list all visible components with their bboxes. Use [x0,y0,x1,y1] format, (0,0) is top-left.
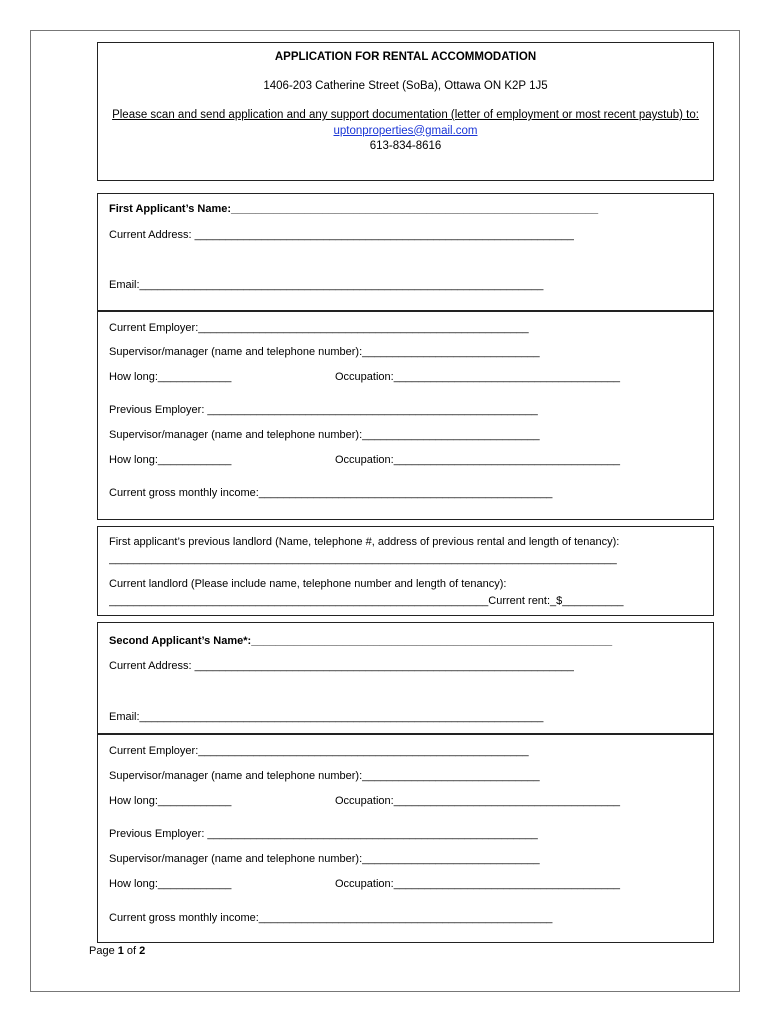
employment1-prev-supervisor-field[interactable]: Supervisor/manager (name and telephone number):_____________________________ [109,429,540,441]
employment1-section [97,311,714,520]
page-total: 2 [139,945,146,957]
previous-landlord-field[interactable]: ___________________________________________________________________________________ [109,553,617,565]
employment1-howlong-row [109,370,703,384]
page-prefix: Page [89,945,118,957]
employment2-supervisor-field[interactable]: Supervisor/manager (name and telephone number):_____________________________ [109,770,540,782]
applicant1-name-field[interactable]: First Applicant’s Name:____________________________________________________________ [109,203,599,215]
applicant1-address-field[interactable]: Current Address: ______________________________________________________________ [109,229,574,241]
applicant1-section [97,193,714,311]
contact-phone: 613-834-8616 [369,140,442,152]
email-link[interactable]: uptonproperties@gmail.com [333,124,478,137]
current-landlord-field[interactable]: ______________________________________________________________Current rent:_$__________ [109,595,624,607]
header-box [97,42,714,181]
current-landlord-label: Current landlord (Please include name, telephone number and length of tenancy): [109,578,507,590]
employment2-prev-occupation-field[interactable]: Occupation:_____________________________________ [335,878,621,890]
employment2-prev-howlong-row [109,877,703,891]
instructions-text: Please scan and send application and any support documentation (letter of employment or most recent paystub) to: [112,109,699,121]
employment2-howlong-field[interactable]: How long:____________ [109,795,232,807]
applicant1-email-field[interactable]: Email:__________________________________________________________________ [109,279,544,291]
employment1-prev-employer-field[interactable]: Previous Employer: ______________________________________________________ [109,404,538,416]
page-number [89,945,145,957]
employment2-howlong-row [109,794,703,808]
property-address: 1406-203 Catherine Street (SoBa), Ottawa ON K2P 1J5 [263,80,548,92]
employment1-employer-field[interactable]: Current Employer:______________________________________________________ [109,322,529,334]
landlord-section [97,526,714,616]
employment1-prev-occupation-field[interactable]: Occupation:_____________________________________ [335,454,621,466]
applicant2-address-field[interactable]: Current Address: ______________________________________________________________ [109,660,574,672]
form-title: APPLICATION FOR RENTAL ACCOMMODATION [274,51,537,63]
employment2-section [97,734,714,943]
employment2-prev-howlong-field[interactable]: How long:____________ [109,878,232,890]
applicant2-section [97,622,714,734]
employment2-prev-employer-field[interactable]: Previous Employer: ______________________________________________________ [109,828,538,840]
employment1-occupation-field[interactable]: Occupation:_____________________________________ [335,371,621,383]
employment1-supervisor-field[interactable]: Supervisor/manager (name and telephone number):_____________________________ [109,346,540,358]
employment1-prev-howlong-field[interactable]: How long:____________ [109,454,232,466]
employment2-prev-supervisor-field[interactable]: Supervisor/manager (name and telephone number):_____________________________ [109,853,540,865]
employment1-howlong-field[interactable]: How long:____________ [109,371,232,383]
employment1-income-field[interactable]: Current gross monthly income:________________________________________________ [109,487,553,499]
applicant2-name-field[interactable]: Second Applicant’s Name*:___________________________________________________________ [109,635,613,647]
page-of: of [123,945,140,957]
employment2-employer-field[interactable]: Current Employer:______________________________________________________ [109,745,529,757]
employment2-occupation-field[interactable]: Occupation:_____________________________________ [335,795,621,807]
employment1-prev-howlong-row [109,453,703,467]
instructions [108,108,703,139]
previous-landlord-label: First applicant’s previous landlord (Name, telephone #, address of previous rental and length of tenancy): [109,536,620,548]
employment2-income-field[interactable]: Current gross monthly income:________________________________________________ [109,912,553,924]
page-current: 1 [117,945,124,957]
applicant2-email-field[interactable]: Email:__________________________________________________________________ [109,711,544,723]
